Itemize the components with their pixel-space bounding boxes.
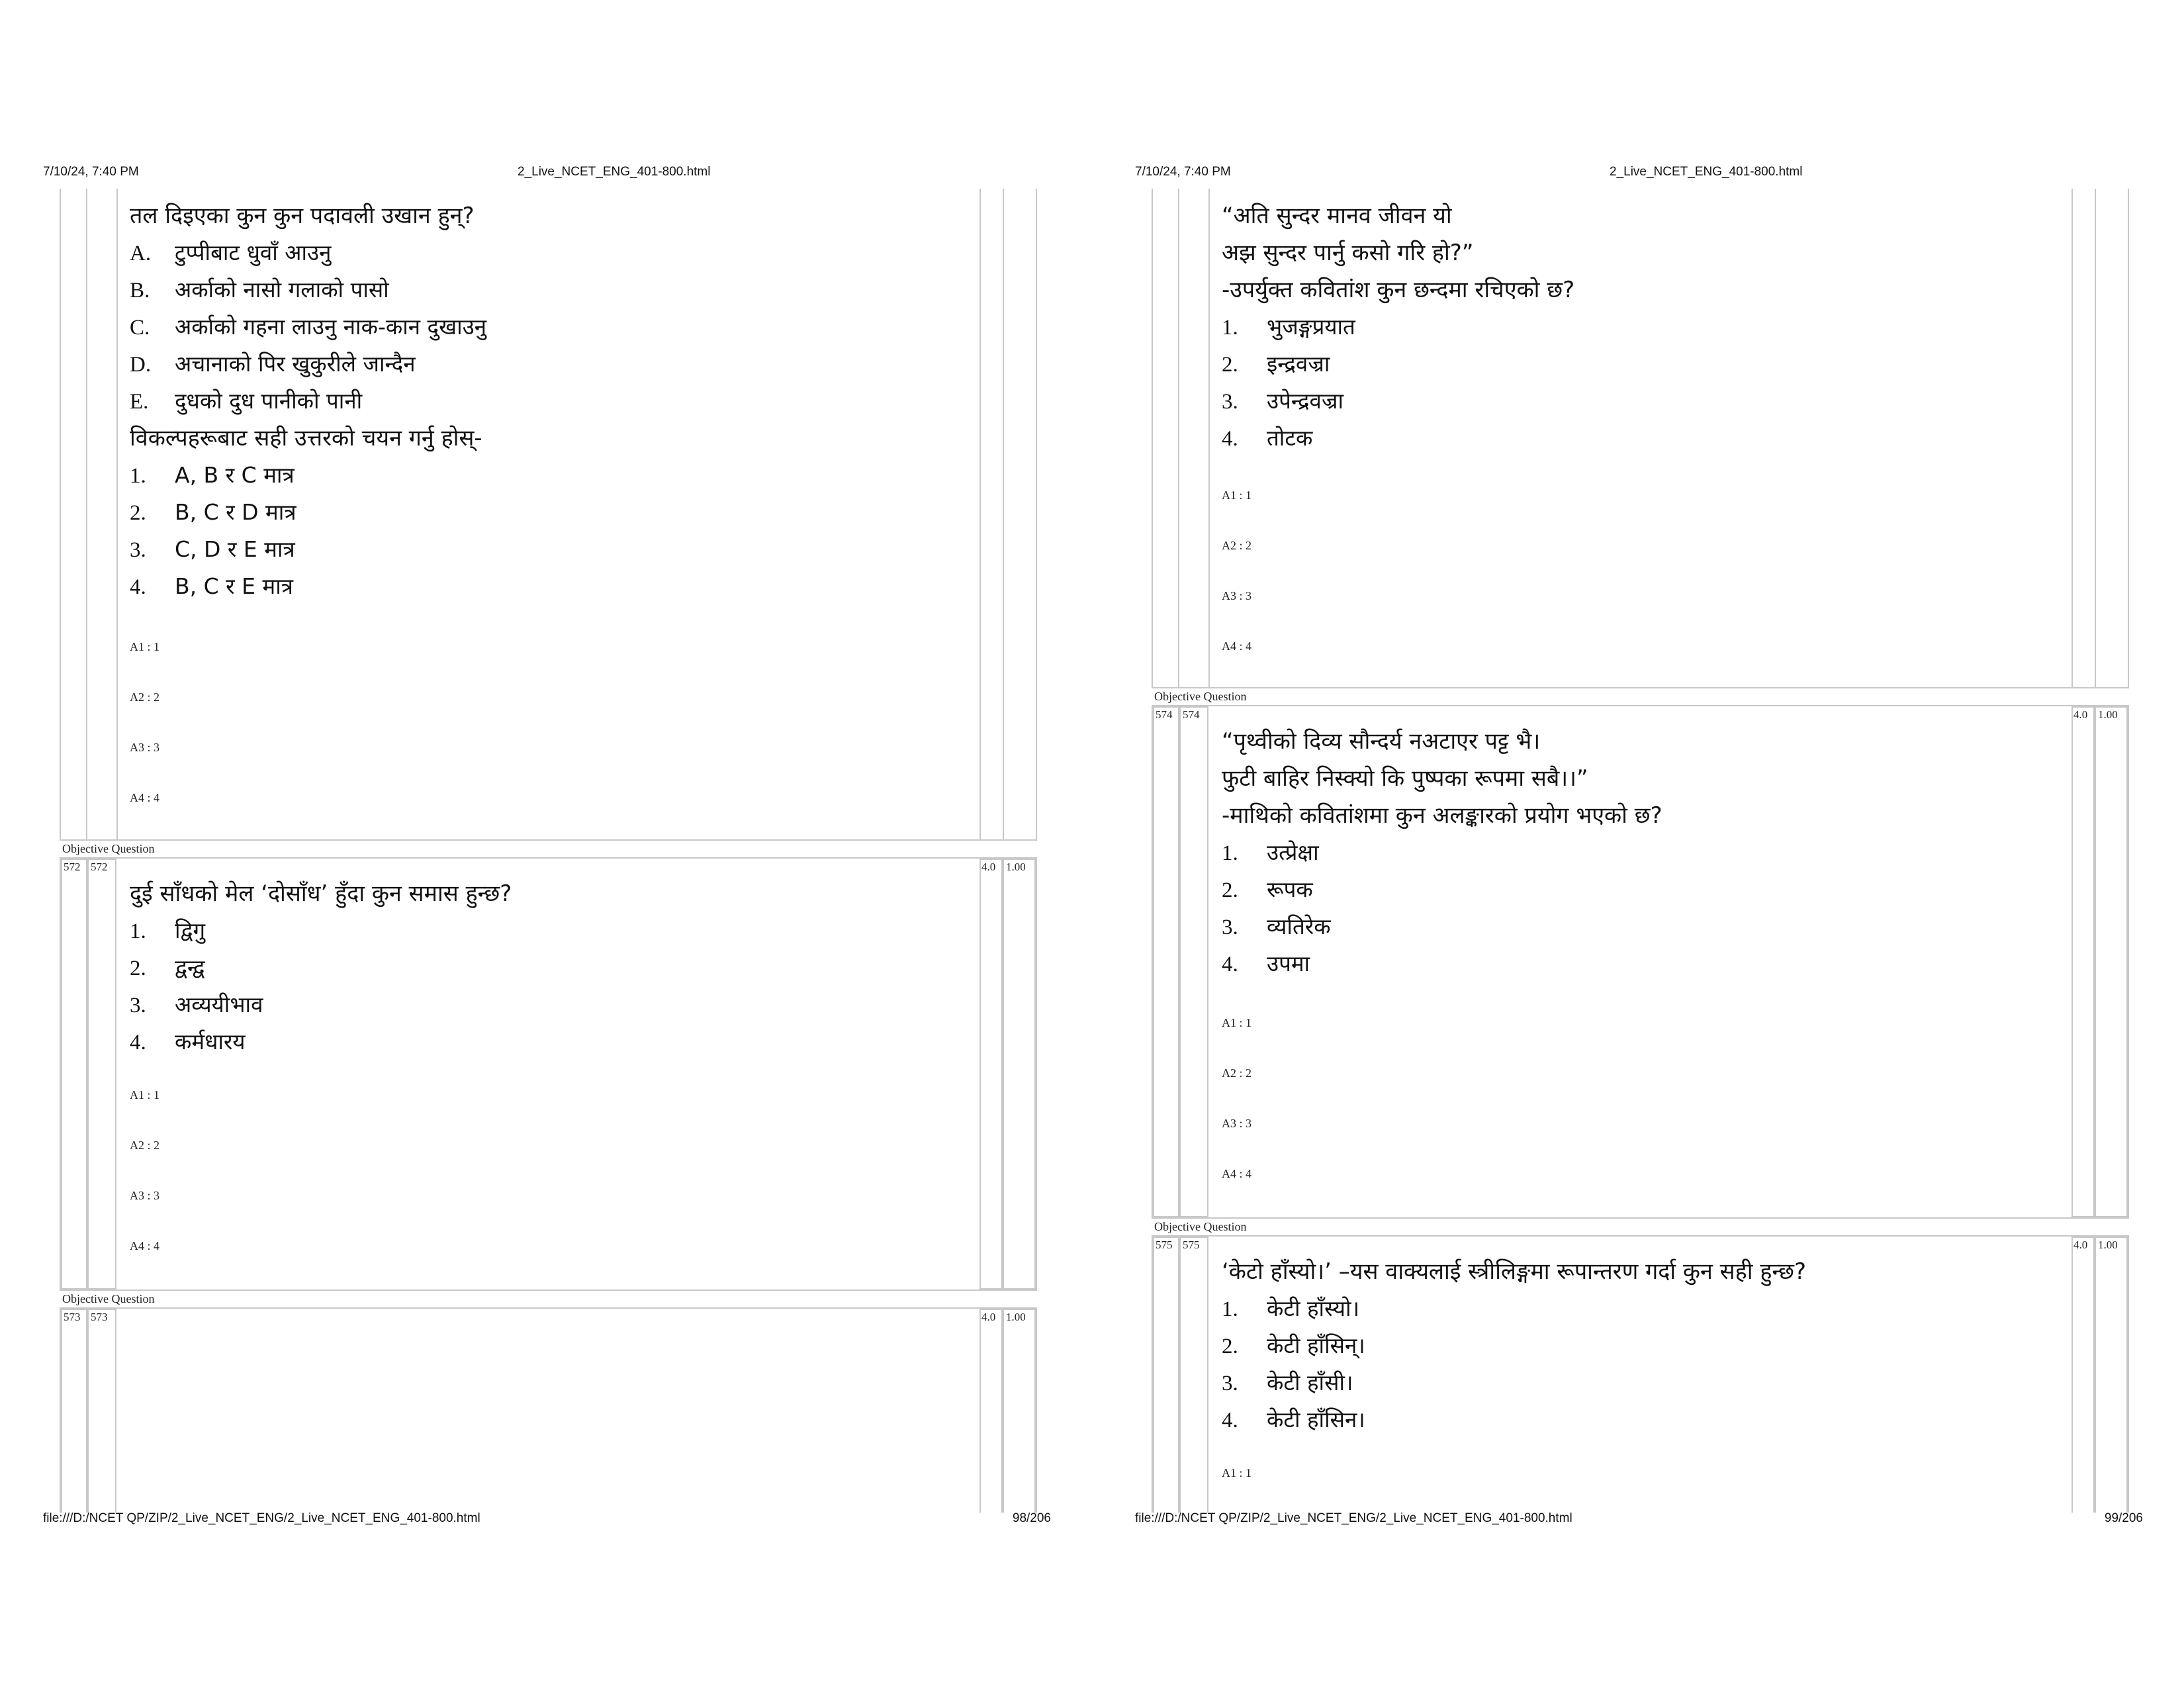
option-text: केटी हाँसिन।	[1267, 1407, 1365, 1432]
answer-key: A2 : 2	[130, 1139, 159, 1152]
question-id: 572	[64, 861, 81, 873]
id-cell	[1153, 1237, 1179, 1513]
id-cell	[87, 1309, 116, 1513]
option-text: उपेन्द्रवज्रा	[1267, 388, 1344, 414]
answer-key: A3 : 3	[1222, 1117, 1251, 1130]
question-text: -उपर्युक्त कवितांश कुन छन्दमा रचिएको छ?	[1222, 277, 1575, 303]
question-marks: 4.0	[981, 861, 996, 873]
question-id: 574	[1183, 708, 1200, 721]
marks-cell	[979, 859, 1003, 1289]
answer-option	[130, 986, 512, 1023]
question-id: 573	[64, 1311, 81, 1323]
answer-option	[130, 912, 512, 949]
answer-key: A3 : 3	[130, 741, 159, 754]
sub-option-label: D.	[130, 353, 152, 377]
question-marks: 4.0	[2073, 708, 2088, 721]
option-number: 4.	[1222, 427, 1238, 451]
question-block	[1222, 1253, 1806, 1438]
id-cell	[1153, 706, 1179, 1217]
option-text: C, D र E मात्र	[175, 536, 295, 562]
header-title: 2_Live_NCET_ENG_401-800.html	[1610, 165, 1803, 179]
answer-key: A1 : 1	[130, 1088, 159, 1102]
option-number: 3.	[1222, 915, 1238, 939]
footer-path: file:///D:/NCET QP/ZIP/2_Live_NCET_ENG/2_Live_NCET_ENG_401-800.html	[43, 1511, 480, 1525]
option-number: 2.	[130, 501, 146, 525]
sub-option-text: दुधको दुध पानीको पानी	[175, 388, 363, 414]
option-text: द्विगु	[175, 917, 206, 943]
answer-key: A3 : 3	[130, 1189, 159, 1202]
option-text: उपमा	[1267, 951, 1310, 976]
option-number: 3.	[130, 538, 146, 562]
answer-key: A1 : 1	[1222, 1466, 1251, 1479]
option-number: 4.	[1222, 1409, 1238, 1432]
question-text: “पृथ्वीको दिव्य सौन्दर्य नअटाएर पट्ट भै।	[1222, 728, 1541, 755]
option-text: केटी हाँसिन्।	[1267, 1333, 1365, 1358]
id-cell	[61, 1309, 87, 1513]
answer-option	[1222, 346, 1574, 383]
question-id: 572	[91, 861, 108, 873]
question-block	[130, 197, 486, 605]
footer-page-number: 99/206	[2104, 1511, 2143, 1525]
question-type: Objective Question	[1154, 690, 1247, 703]
id-cell	[1179, 1237, 1208, 1513]
option-text: व्यतिरेक	[1267, 914, 1331, 939]
option-number: 2.	[1222, 353, 1238, 377]
question-negative-marks: 1.00	[2098, 1239, 2118, 1251]
option-text: केटी हाँस्यो।	[1267, 1295, 1360, 1321]
table-rule	[2071, 189, 2073, 688]
sub-option	[130, 383, 486, 420]
answer-option	[1222, 908, 1662, 945]
answer-key: A2 : 2	[1222, 539, 1251, 552]
answer-key: A2 : 2	[1222, 1066, 1251, 1080]
question-text: ‘केटो हाँस्यो।’ –यस वाक्यलाई स्त्रीलिङ्गमा रूपान्तरण गर्दा कुन सही हुन्छ?	[1222, 1258, 1806, 1285]
neg-cell	[1003, 859, 1036, 1289]
option-number: 1.	[1222, 316, 1238, 340]
answer-key: A1 : 1	[1222, 1016, 1251, 1029]
question-marks: 4.0	[2073, 1239, 2088, 1251]
sub-option	[130, 271, 486, 308]
sub-option-label: A.	[130, 242, 152, 265]
answer-key: A4 : 4	[130, 791, 159, 804]
question-negative-marks: 1.00	[1006, 1311, 1026, 1323]
question-instruction: विकल्पहरूबाट सही उत्तरको चयन गर्नु होस्-	[130, 425, 482, 451]
question-type: Objective Question	[62, 842, 155, 855]
answer-option	[1222, 1401, 1806, 1438]
option-number: 1.	[1222, 1297, 1238, 1321]
option-number: 4.	[1222, 953, 1238, 976]
sub-option	[130, 234, 486, 271]
marks-cell	[979, 1309, 1003, 1513]
question-id: 574	[1156, 708, 1173, 721]
neg-cell	[1003, 1309, 1036, 1513]
sub-option	[130, 308, 486, 346]
answer-option	[1222, 945, 1662, 982]
option-number: 1.	[1222, 841, 1238, 865]
table-rule	[979, 189, 981, 841]
marks-cell	[2071, 1237, 2095, 1513]
sub-option-text: अर्काको गहना लाउनु नाक-कान दुखाउनु	[175, 314, 487, 340]
table-rule	[1036, 189, 1037, 841]
question-type: Objective Question	[1154, 1220, 1247, 1233]
table-rule	[60, 189, 61, 841]
option-number: 4.	[130, 1031, 146, 1055]
option-number: 1.	[130, 919, 146, 943]
question-negative-marks: 1.00	[1006, 861, 1026, 873]
answer-option	[1222, 420, 1574, 457]
question-573	[60, 1307, 1037, 1513]
question-type: Objective Question	[62, 1292, 155, 1305]
option-text: रूपक	[1267, 876, 1313, 902]
answer-key: A2 : 2	[130, 690, 159, 704]
footer-page-number: 98/206	[1012, 1511, 1051, 1525]
answer-key: A1 : 1	[130, 640, 159, 653]
page-99	[1092, 0, 2184, 1688]
option-number: 3.	[1222, 1372, 1238, 1395]
sub-option-text: टुप्पीबाट धुवाँ आउनु	[175, 240, 332, 265]
answer-key: A1 : 1	[1222, 489, 1251, 502]
id-cell	[61, 859, 87, 1289]
option-number: 4.	[130, 575, 146, 599]
option-number: 2.	[1222, 1335, 1238, 1358]
option-text: B, C र E मात्र	[175, 573, 293, 599]
answer-option	[1222, 834, 1662, 871]
option-number: 2.	[1222, 878, 1238, 902]
table-rule	[1152, 189, 1153, 688]
answer-key: A4 : 4	[1222, 1167, 1251, 1180]
marks-cell	[2071, 706, 2095, 1217]
footer-path: file:///D:/NCET QP/ZIP/2_Live_NCET_ENG/2_Live_NCET_ENG_401-800.html	[1135, 1511, 1572, 1525]
table-rule	[1178, 189, 1179, 688]
answer-option	[130, 1023, 512, 1060]
question-id: 575	[1156, 1239, 1173, 1251]
option-text: तोटक	[1267, 425, 1313, 451]
option-text: अव्ययीभाव	[175, 992, 263, 1017]
answer-option	[130, 531, 486, 568]
header-date: 7/10/24, 7:40 PM	[43, 165, 139, 179]
question-block	[1222, 197, 1574, 457]
sub-option-label: B.	[130, 279, 150, 303]
table-rule	[86, 189, 87, 841]
question-text: “अति सुन्दर मानव जीवन यो	[1222, 203, 1452, 229]
question-block	[130, 875, 512, 1060]
answer-key: A4 : 4	[1222, 639, 1251, 653]
answer-option	[130, 457, 486, 494]
option-text: द्वन्द्व	[175, 955, 205, 980]
option-number: 3.	[1222, 390, 1238, 414]
answer-option	[130, 568, 486, 605]
answer-option	[1222, 383, 1574, 420]
sub-option-text: अर्काको नासो गलाको पासो	[175, 277, 389, 303]
option-text: उत्प्रेक्षा	[1267, 839, 1319, 865]
id-cell	[87, 859, 116, 1289]
question-block	[1222, 723, 1662, 982]
question-text: तल दिइएका कुन कुन पदावली उखान हुन्?	[130, 203, 475, 229]
sub-option	[130, 346, 486, 383]
id-cell	[1179, 706, 1208, 1217]
option-text: कर्मधारय	[175, 1029, 246, 1055]
question-id: 573	[91, 1311, 108, 1323]
answer-key: A3 : 3	[1222, 589, 1251, 602]
header-title: 2_Live_NCET_ENG_401-800.html	[518, 165, 711, 179]
answer-option	[1222, 871, 1662, 908]
option-number: 2.	[130, 957, 146, 980]
option-text: केटी हाँसी।	[1267, 1370, 1353, 1395]
option-text: A, B र C मात्र	[175, 462, 295, 488]
answer-key: A4 : 4	[130, 1239, 159, 1252]
answer-option	[1222, 1327, 1806, 1364]
option-number: 1.	[130, 464, 146, 488]
option-number: 3.	[130, 994, 146, 1017]
table-rule	[2095, 189, 2096, 688]
option-text: भुजङ्गप्रयात	[1267, 314, 1355, 340]
neg-cell	[2095, 1237, 2128, 1513]
sub-option-text: अचानाको पिर खुकुरीले जान्दैन	[175, 351, 416, 377]
table-rule	[1003, 189, 1004, 841]
answer-option	[130, 949, 512, 986]
option-text: इन्द्रवज्रा	[1267, 351, 1330, 377]
sub-option-label: E.	[130, 390, 149, 414]
question-marks: 4.0	[981, 1311, 996, 1323]
answer-option	[1222, 1364, 1806, 1401]
table-rule	[1208, 189, 1210, 688]
header-date: 7/10/24, 7:40 PM	[1135, 165, 1231, 179]
option-text: B, C र D मात्र	[175, 499, 296, 525]
question-text: -माथिको कवितांशमा कुन अलङ्कारको प्रयोग भएको छ?	[1222, 802, 1662, 829]
table-rule	[2128, 189, 2129, 688]
question-negative-marks: 1.00	[2098, 708, 2118, 721]
table-rule	[116, 189, 118, 841]
table-rule	[60, 839, 1037, 841]
table-rule	[1152, 687, 2129, 688]
answer-option	[1222, 308, 1574, 346]
question-id: 575	[1183, 1239, 1200, 1251]
sub-option-label: C.	[130, 316, 150, 340]
question-text: अझ सुन्दर पार्नु कसो गरि हो?”	[1222, 240, 1474, 266]
answer-option	[130, 494, 486, 531]
question-text: दुई साँधको मेल ‘दोसाँध’ हुँदा कुन समास हुन्छ?	[130, 880, 512, 907]
answer-option	[1222, 1290, 1806, 1327]
question-text: फुटी बाहिर निस्क्यो कि पुष्पका रूपमा सबै।।”	[1222, 765, 1588, 792]
neg-cell	[2095, 706, 2128, 1217]
